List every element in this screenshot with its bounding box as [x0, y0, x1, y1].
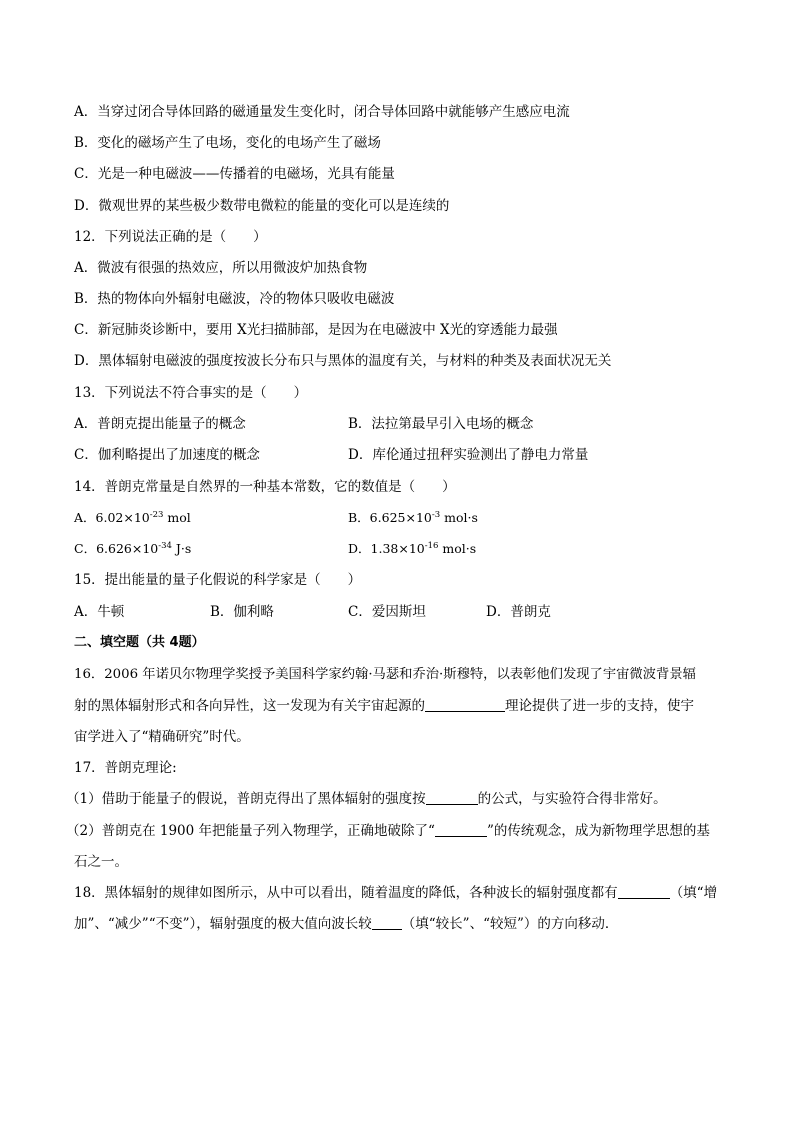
q14-option-a: A．$6.02\times 10^{-23}$ mol: [74, 510, 191, 525]
q17-part-2: （2）普朗克在 1900 年把能量子列入物理学，正确地破除了“ ”的传统观念，成为新物理学思想的基: [66, 823, 710, 839]
q11-option-a: A．当穿过闭合导体回路的磁通量发生变化时，闭合导体回路中就能够产生感应电流: [74, 104, 570, 120]
q11-option-c: C．光是一种电磁波——传播着的电磁场，光具有能量: [74, 166, 395, 182]
q14-option-d: D．$1.38\times 10^{-16}$ mol·s: [348, 541, 477, 556]
q15-option-b: B．伽利略: [210, 604, 274, 620]
q12-stem: 12．下列说法正确的是（ ）: [74, 229, 267, 245]
q14-option-c: C．$6.626\times 10^{-34}$ J·s: [74, 541, 192, 556]
q15-option-a: A．牛顿: [74, 604, 125, 620]
q12-option-d: D．黑体辐射电磁波的强度按波长分布只与黑体的温度有关，与材料的种类及表面状况无关: [74, 353, 612, 369]
section-heading-fill-in: 二、填空题（共 4题）: [74, 635, 205, 650]
q11-option-d: D．微观世界的某些极少数带电微粒的能量的变化可以是连续的: [74, 198, 450, 214]
q16-blank[interactable]: [425, 697, 505, 712]
q14-stem: 14．普朗克常量是自然界的一种基本常数，它的数值是（ ）: [74, 479, 456, 495]
q15-stem: 15．提出能量的量子化假说的科学家是（ ）: [74, 572, 362, 588]
q18-line-2: 加”、“减少”“不变”），辐射强度的极大值向波长较 （填“较长”、“较短”）的方向移动．: [74, 916, 619, 932]
q13-option-a: A．普朗克提出能量子的概念: [74, 416, 246, 432]
q13-row-1: [74, 415, 246, 433]
q12-option-c: C．新冠肺炎诊断中，要用 X光扫描肺部，是因为在电磁波中 X光的穿透能力最强: [74, 322, 558, 338]
q18-blank-1[interactable]: [618, 884, 670, 899]
q17-blank-1[interactable]: [426, 790, 478, 805]
q16-line-3: 宙学进入了“精确研究”时代。: [74, 729, 250, 745]
q18-blank-2[interactable]: [372, 915, 402, 930]
q14-option-b: B．$6.625\times 10^{-3}$ mol·s: [348, 510, 478, 525]
q13-option-c: C．伽利略提出了加速度的概念: [74, 447, 260, 463]
q12-option-b: B．热的物体向外辐射电磁波，冷的物体只吸收电磁波: [74, 291, 395, 307]
q17-stem: 17．普朗克理论:: [74, 760, 177, 776]
q11-option-b: B．变化的磁场产生了电场，变化的电场产生了磁场: [74, 135, 381, 151]
q16-line-2: 射的黑体辐射形式和各向异性，这一发现为有关宇宙起源的 理论提供了进一步的支持，使宇: [74, 698, 694, 714]
q12-option-a: A．微波有很强的热效应，所以用微波炉加热食物: [74, 260, 368, 276]
q15-option-d: D．普朗克: [486, 604, 551, 620]
q13-option-b: B．法拉第最早引入电场的概念: [348, 416, 534, 432]
q17-part-2-cont: 石之一。: [74, 854, 128, 870]
q15-option-c: C．爱因斯坦: [348, 604, 426, 620]
q17-part-1: （1）借助于能量子的假说，普朗克得出了黑体辐射的强度按 的公式，与实验符合得非常好。: [66, 791, 667, 807]
q17-blank-2[interactable]: [435, 822, 487, 837]
q16-line-1: 16．2006 年诺贝尔物理学奖授予美国科学家约翰·马瑟和乔治·斯穆特，以表彰他们发现了宇宙微波背景辐: [74, 667, 696, 682]
q13-stem: 13．下列说法不符合事实的是（ ）: [74, 385, 308, 401]
q13-option-d: D．库伦通过扭秤实验测出了静电力常量: [348, 447, 589, 463]
q18-line-1: 18．黑体辐射的规律如图所示，从中可以看出，随着温度的降低，各种波长的辐射强度都有 （填“增: [74, 885, 718, 901]
